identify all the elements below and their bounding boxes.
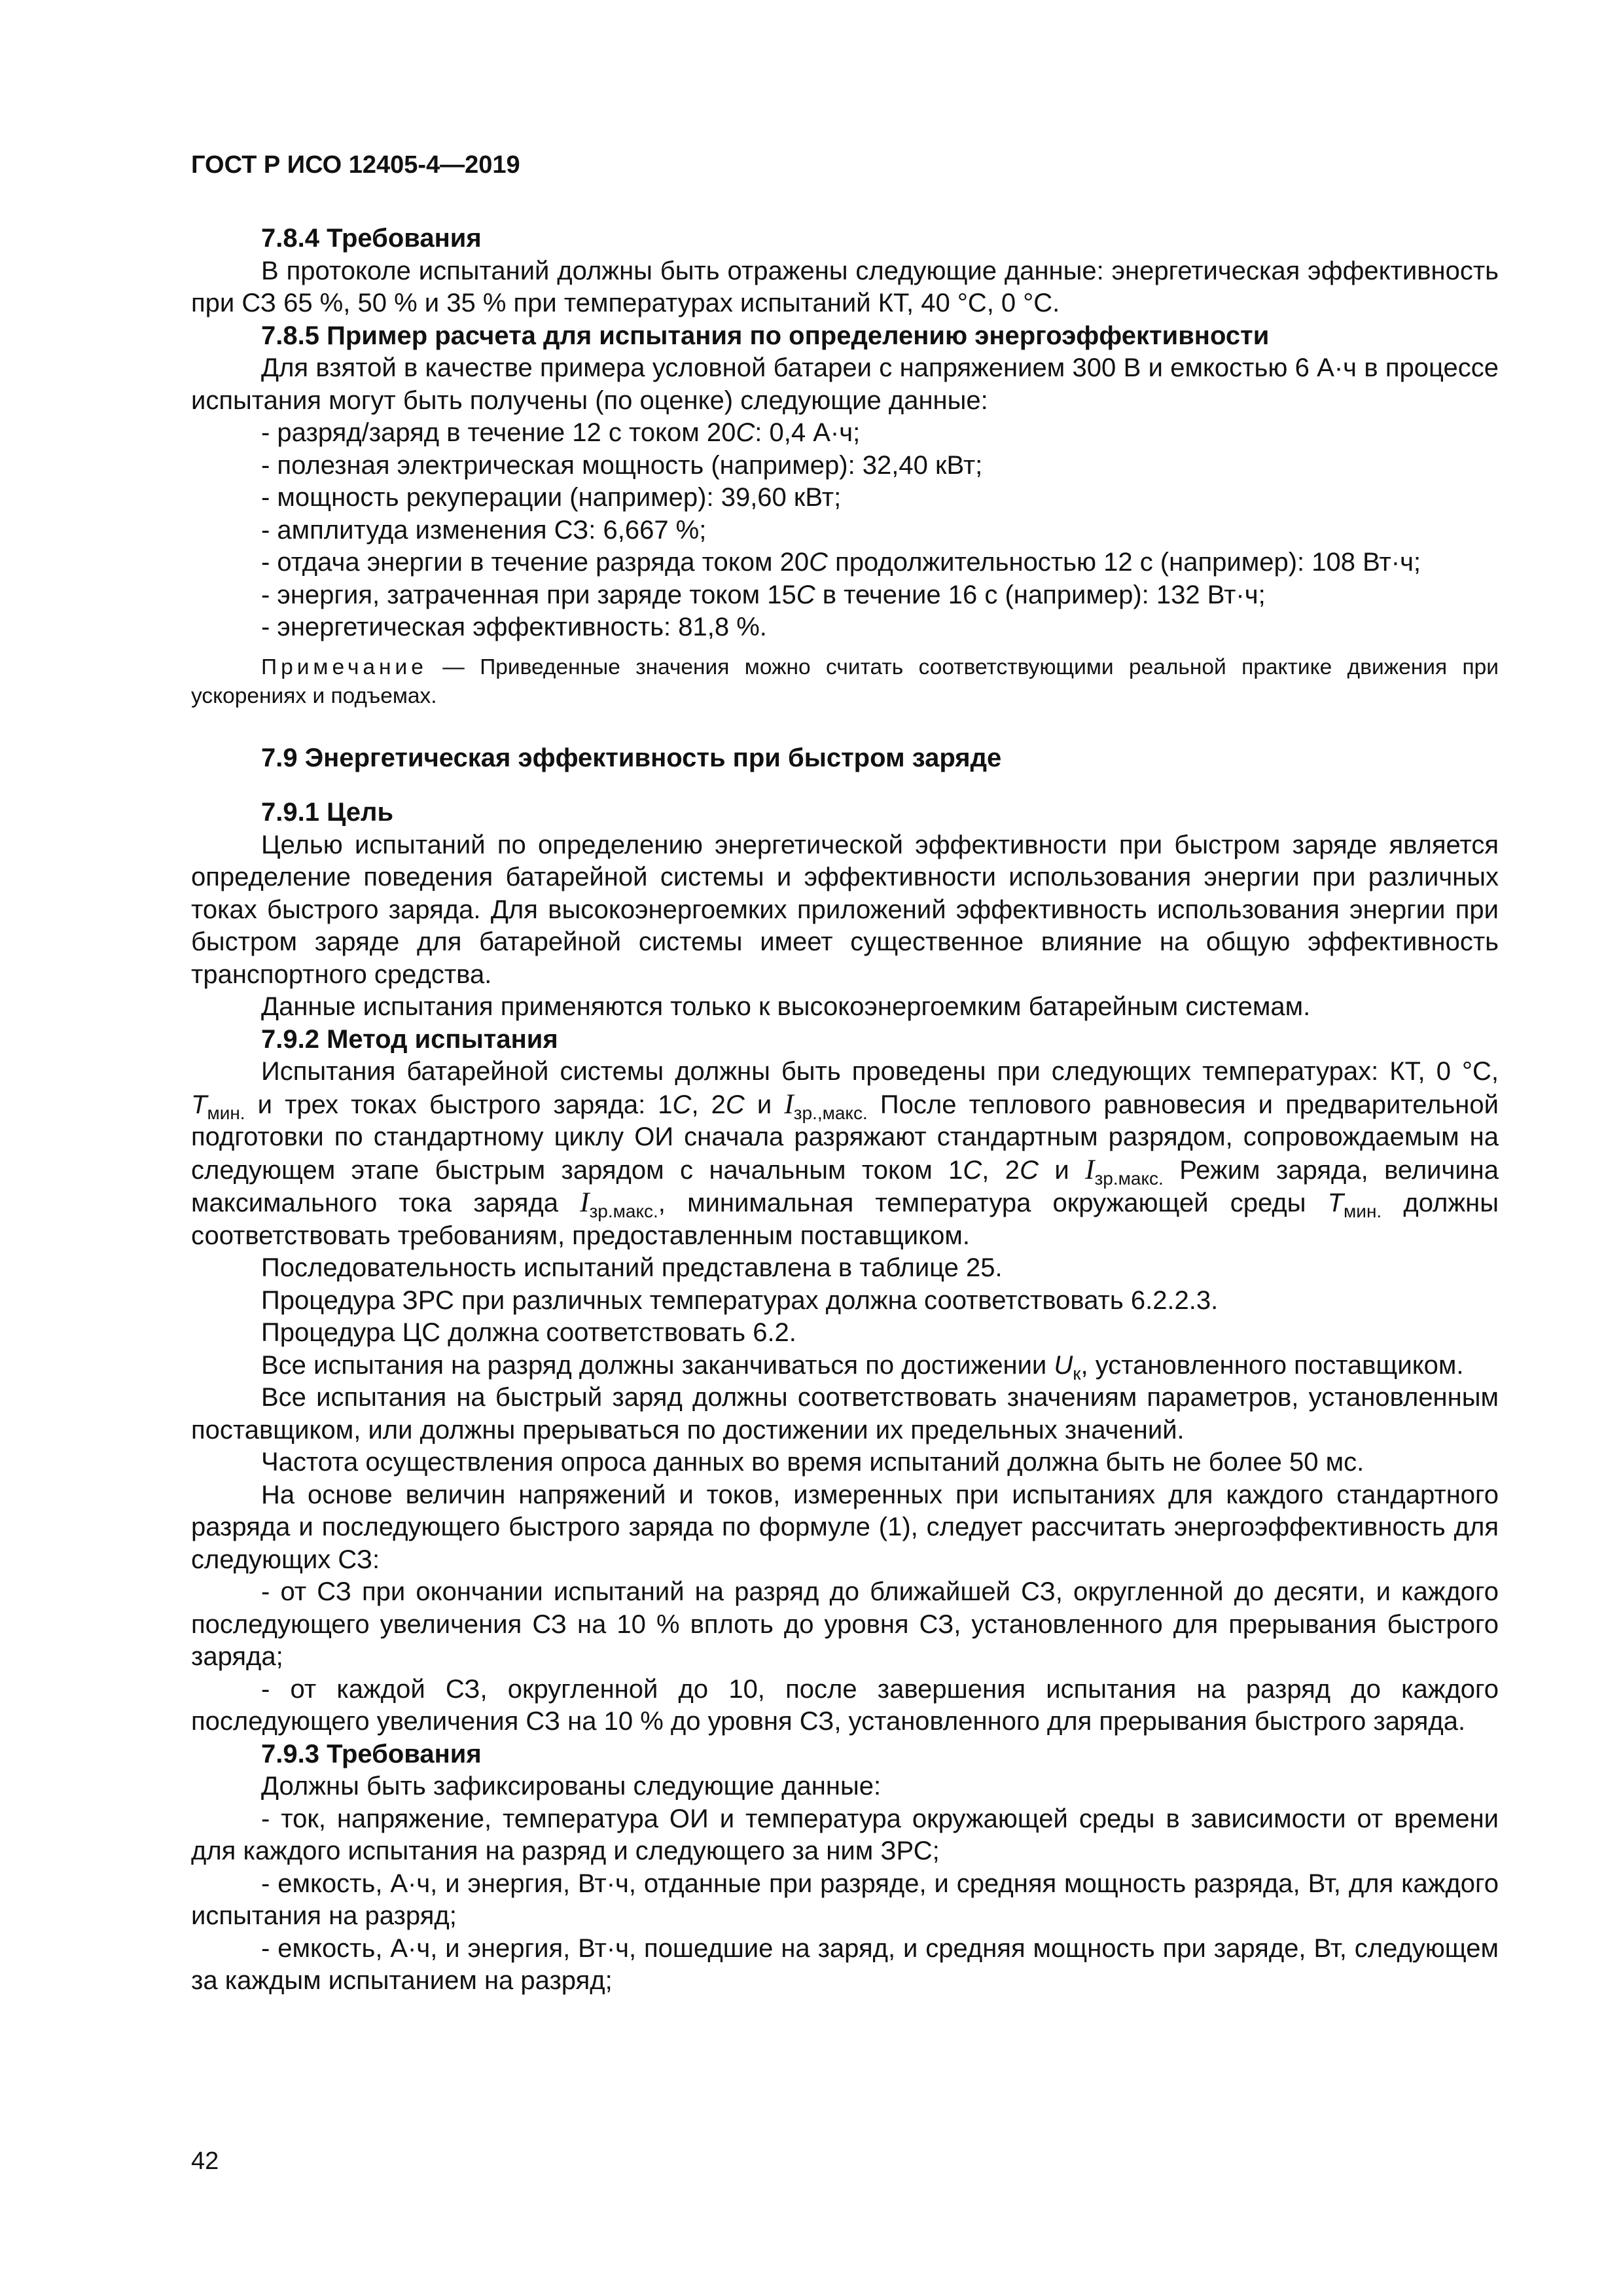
list-item: - мощность рекуперации (например): 39,60 кВт; (261, 483, 842, 512)
note-text: — Приведенные значения можно считать соответствующими реальной практике движения при ускорениях и подъемах. (191, 655, 1499, 708)
paragraph-method: Испытания батарейной системы должны быть проведены при следующих температурах: КТ, 0 °C, $T_{мин.}$ и трех токах быстрого заряда: 1C, 2C и $I_{зр.,макс.}$ После теплового равновесия и предварительной подготовки по стандартному циклу ОИ сначала разряжают стандартным разрядом, сопровождаемым на следующем этапе быстрым зарядом с начальным током 1C, 2C и $I_{зр.макс.}$ Режим заряда, величина максимального тока заряда $I_{зр.макс.}$, минимальная температура окружающей среды $T_{мин.}$ должны соответствовать требованиям, предоставленным поставщиком. (191, 1057, 1499, 1250)
list-item: - энергетическая эффективность: 81,8 %. (261, 613, 767, 641)
paragraph: Все испытания на разряд должны заканчиваться по достижении $U_к$, установленного поставщиком. (261, 1350, 1464, 1384)
list-item: - от каждой СЗ, округленной до 10, после завершения испытания на разряд до каждого последующего увеличения СЗ на 10 % до уровня СЗ, установленного для прерывания быстрого заряда. (191, 1674, 1499, 1736)
document-body (191, 223, 1499, 1998)
section-heading-7-8-4: 7.8.4 Требования (261, 224, 482, 253)
list-item: - ток, напряжение, температура ОИ и температура окружающей среды в зависимости от времени для каждого испытания на разряд и следующего за ним ЗРС; (191, 1804, 1499, 1865)
paragraph: Последовательность испытаний представлена в таблице 25. (261, 1253, 1003, 1282)
paragraph: Для взятой в качестве примера условной батареи с напряжением 300 В и емкостью 6 А·ч в процессе испытания могут быть получены (по оценке) следующие данные: (191, 353, 1499, 415)
paragraph: На основе величин напряжений и токов, измеренных при испытаниях для каждого стандартного разряда и последующего быстрого заряда по формуле (1), следует рассчитать энергоэффективность для следующих СЗ: (191, 1480, 1499, 1574)
section-heading-7-9-3: 7.9.3 Требования (261, 1739, 482, 1768)
paragraph: Частота осуществления опроса данных во время испытаний должна быть не более 50 мс. (261, 1448, 1364, 1477)
section-heading-7-8-5: 7.8.5 Пример расчета для испытания по определению энергоэффективности (261, 321, 1270, 350)
note (191, 653, 1499, 711)
list-item: - амплитуда изменения СЗ: 6,667 %; (261, 515, 707, 545)
list-item: - отдача энергии в течение разряда током 20C продолжительностью 12 с (например): 108 Вт·ч; (261, 548, 1421, 577)
list-item: - от СЗ при окончании испытаний на разряд до ближайшей СЗ, округленной до десяти, и каждого последующего увеличения СЗ на 10 % вплоть до уровня СЗ, установленного для прерывания быстрого заряда; (191, 1577, 1499, 1671)
list-item: - полезная электрическая мощность (например): 32,40 кВт; (261, 450, 983, 480)
list-item: - разряд/заряд в течение 12 с током 20C: 0,4 А·ч; (261, 418, 861, 447)
paragraph: Все испытания на быстрый заряд должны соответствовать значениям параметров, установленным поставщиком, или должны прерываться по достижении их предельных значений. (191, 1383, 1499, 1444)
paragraph: В протоколе испытаний должны быть отражены следующие данные: энергетическая эффективность при СЗ 65 %, 50 % и 35 % при температурах испытаний КТ, 40 °C, 0 °C. (191, 256, 1499, 317)
list-item: - емкость, А·ч, и энергия, Вт·ч, пошедшие на заряд, и средняя мощность при заряде, Вт, следующем за каждым испытанием на разряд; (191, 1933, 1499, 1995)
paragraph: Данные испытания применяются только к высокоэнергоемким батарейным системам. (261, 992, 1311, 1021)
section-heading-7-9-2: 7.9.2 Метод испытания (261, 1024, 558, 1054)
note-label: Примечание (261, 655, 427, 679)
document-header: ГОСТ Р ИСО 12405-4—2019 (191, 151, 520, 179)
paragraph: Процедура ЗРС при различных температурах должна соответствовать 6.2.2.3. (261, 1285, 1219, 1315)
list-item: - энергия, затраченная при заряде током 15C в течение 16 с (например): 132 Вт·ч; (261, 580, 1266, 609)
paragraph: Должны быть зафиксированы следующие данные: (261, 1772, 882, 1801)
paragraph: Целью испытаний по определению энергетической эффективности при быстром заряде является определение поведения батарейной системы и эффективности использования энергии при различных токах быстрого заряда. Для высокоэнергоемких приложений эффективность использования энергии при быстром заряде для батарейной системы имеет существенное влияние на общую эффективность транспортного средства. (191, 830, 1499, 989)
page-number: 42 (191, 2147, 219, 2175)
paragraph: Процедура ЦС должна соответствовать 6.2. (261, 1318, 796, 1347)
section-heading-7-9-1: 7.9.1 Цель (261, 798, 394, 827)
section-heading-7-9: 7.9 Энергетическая эффективность при быстром заряде (261, 743, 1002, 772)
list-item: - емкость, А·ч, и энергия, Вт·ч, отданные при разряде, и средняя мощность разряда, Вт, для каждого испытания на разряд; (191, 1869, 1499, 1930)
